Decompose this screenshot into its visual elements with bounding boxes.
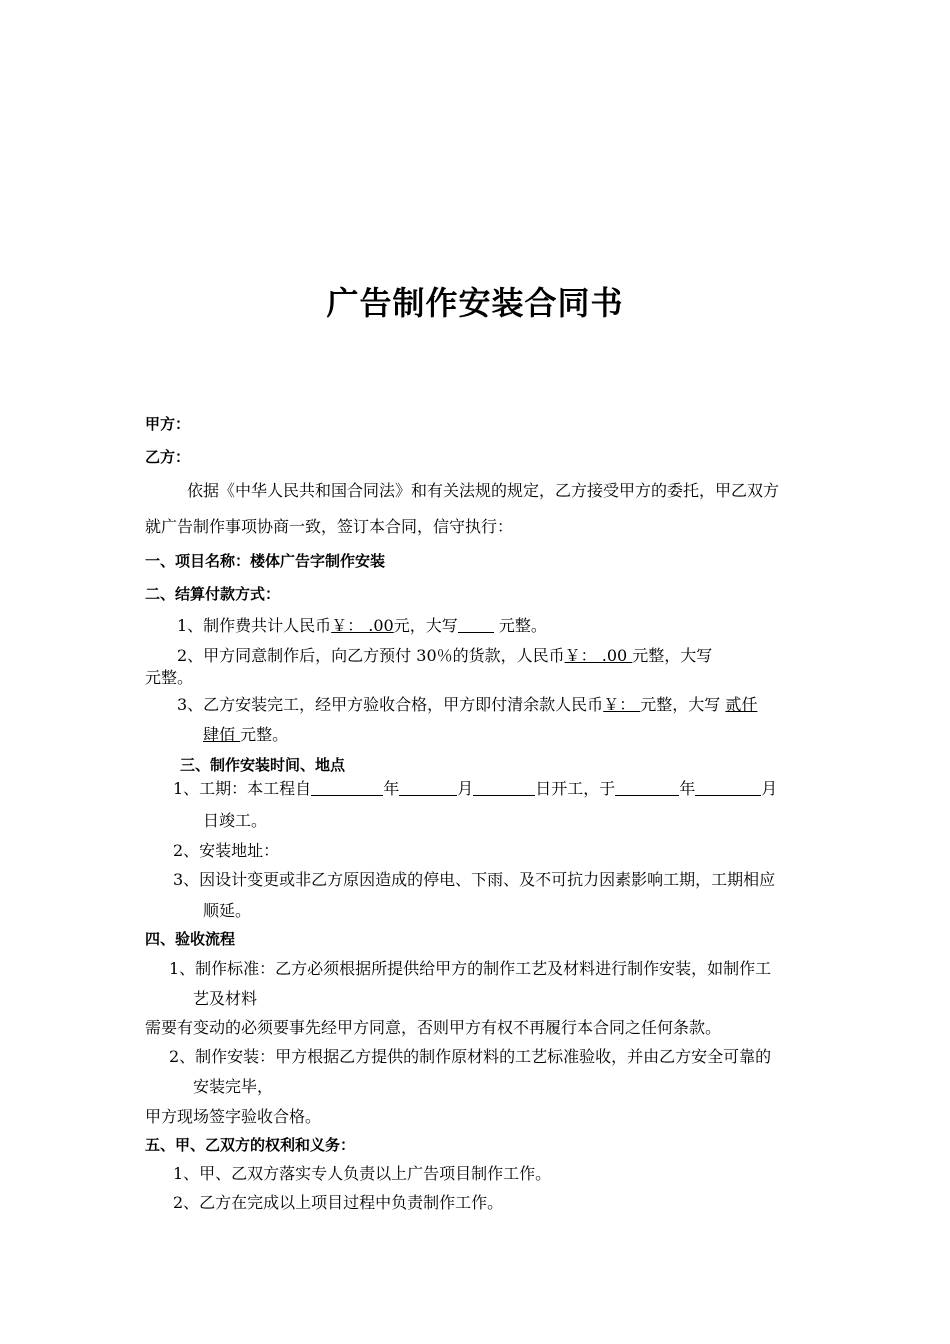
document-title: 广告制作安装合同书 <box>326 284 624 322</box>
schedule-1-text: 1、工期：本工程自 <box>173 779 312 798</box>
party-a-label: 甲方： <box>145 415 191 433</box>
rights-clause-1: 1、甲、乙双方落实专人负责以上广告项目制作工作。 <box>173 1164 552 1183</box>
schedule-clause-3: 3、因设计变更或非乙方原因造成的停电、下雨、及不可抗力因素影响工期，工期相应 <box>173 870 776 889</box>
payment-1-blank <box>458 616 494 633</box>
start-year-blank <box>311 779 383 796</box>
section-1-heading: 一、项目名称：楼体广告字制作安装 <box>145 552 386 570</box>
payment-3-text-2: 元整，大写 <box>640 695 726 714</box>
payment-clause-1 <box>177 616 547 636</box>
rights-clause-2: 2、乙方在完成以上项目过程中负责制作工作。 <box>173 1193 504 1212</box>
acceptance-clause-1: 1、制作标准：乙方必须根据所提供给甲方的制作工艺及材料进行制作安装，如制作工 <box>169 959 772 978</box>
start-month-label: 月 <box>457 779 474 798</box>
schedule-1-continuation: 日竣工。 <box>203 811 268 830</box>
payment-3-text: 3、乙方安装完工，经甲方验收合格，甲方即付清余款人民币 <box>177 695 604 714</box>
payment-2-text: 2、甲方同意制作后，向乙方预付 30％的货款，人民币 <box>177 646 565 665</box>
acceptance-clause-2: 2、制作安装：甲方根据乙方提供的制作原材料的工艺标准验收，并由乙方安全可靠的 <box>169 1047 772 1066</box>
end-year-label: 年 <box>679 779 696 798</box>
acceptance-1-continuation-2: 需要有变动的必须要事先经甲方同意，否则甲方有权不再履行本合同之任何条款。 <box>145 1018 722 1037</box>
intro-line-1: 依据《中华人民共和国合同法》和有关法规的规定，乙方接受甲方的委托，甲乙双方 <box>187 481 780 500</box>
start-year-label: 年 <box>383 779 400 798</box>
payment-1-text: 1、制作费共计人民币 <box>177 616 332 635</box>
start-month-blank <box>399 779 457 796</box>
payment-3-words: 贰仟 <box>725 695 758 714</box>
schedule-clause-2: 2、安装地址： <box>173 841 280 860</box>
section-3-heading: 三、制作安装时间、地点 <box>180 756 346 774</box>
section-2-heading: 二、结算付款方式： <box>145 585 281 603</box>
payment-2-continuation: 元整。 <box>145 668 194 687</box>
end-year-blank <box>615 779 679 796</box>
end-month-label: 月 <box>761 779 778 798</box>
payment-1-text-2: 元，大写 <box>393 616 458 635</box>
acceptance-1-continuation: 艺及材料 <box>193 989 258 1008</box>
payment-clause-3 <box>177 695 757 715</box>
payment-2-amount: ￥： .00 <box>564 646 633 665</box>
schedule-3-continuation: 顺延。 <box>203 901 252 920</box>
payment-3-words-2: 肆佰 <box>203 725 241 744</box>
schedule-clause-1 <box>173 779 777 799</box>
payment-2-text-2: 元整，大写 <box>632 646 713 665</box>
acceptance-2-continuation-2: 甲方现场签字验收合格。 <box>145 1107 322 1126</box>
start-day-blank <box>473 779 535 796</box>
payment-1-amount: ￥： .00 <box>331 616 394 635</box>
start-day-label: 日开工，于 <box>535 779 616 798</box>
section-4-heading: 四、验收流程 <box>145 930 236 948</box>
intro-line-2: 就广告制作事项协商一致，签订本合同，信守执行： <box>145 517 514 536</box>
payment-3-text-3: 元整。 <box>240 725 289 744</box>
section-5-heading: 五、甲、乙双方的权利和义务： <box>145 1136 356 1154</box>
payment-3-continuation <box>203 725 288 745</box>
acceptance-2-continuation: 安装完毕， <box>193 1077 274 1096</box>
payment-3-amount: ￥： <box>603 695 641 714</box>
payment-clause-2 <box>177 646 712 666</box>
end-month-blank <box>695 779 761 796</box>
party-b-label: 乙方： <box>145 448 191 466</box>
payment-1-text-3: 元整。 <box>493 616 547 635</box>
